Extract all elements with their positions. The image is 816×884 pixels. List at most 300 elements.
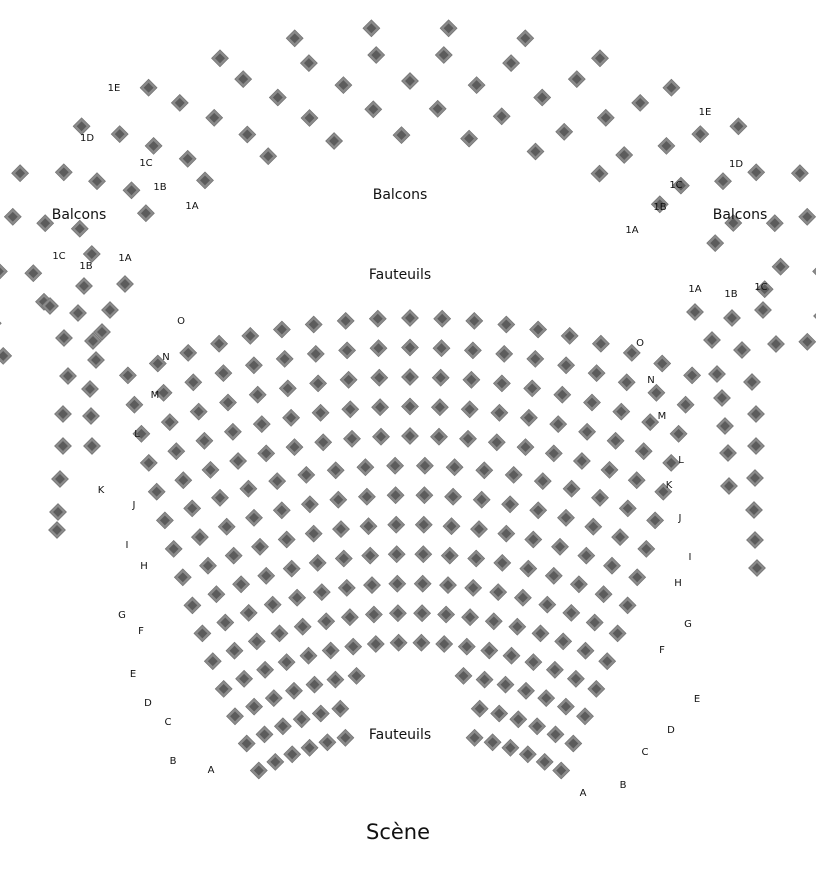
seat[interactable] — [333, 521, 350, 538]
seat[interactable] — [609, 625, 626, 642]
seat[interactable] — [145, 137, 162, 154]
seat[interactable] — [441, 547, 458, 564]
seat[interactable] — [529, 718, 546, 735]
seat[interactable] — [768, 336, 785, 353]
seat[interactable] — [362, 547, 379, 564]
seat[interactable] — [618, 374, 635, 391]
seat[interactable] — [747, 470, 764, 487]
seat[interactable] — [747, 532, 764, 549]
seat[interactable] — [276, 350, 293, 367]
seat[interactable] — [748, 164, 765, 181]
seat[interactable] — [670, 425, 687, 442]
seat[interactable] — [226, 642, 243, 659]
seat[interactable] — [305, 525, 322, 542]
seat[interactable] — [4, 208, 21, 225]
seat[interactable] — [490, 584, 507, 601]
seat[interactable] — [584, 394, 601, 411]
seat[interactable] — [434, 310, 451, 327]
seat[interactable] — [546, 661, 563, 678]
seat[interactable] — [326, 133, 343, 150]
seat[interactable] — [601, 461, 618, 478]
seat[interactable] — [402, 339, 419, 356]
seat[interactable] — [432, 369, 449, 386]
seat[interactable] — [55, 406, 72, 423]
seat[interactable] — [520, 409, 537, 426]
seat[interactable] — [461, 130, 478, 147]
seat[interactable] — [498, 316, 515, 333]
seat[interactable] — [458, 638, 475, 655]
seat[interactable] — [312, 705, 329, 722]
seat[interactable] — [248, 633, 265, 650]
seat[interactable] — [49, 522, 66, 539]
seat[interactable] — [402, 398, 419, 415]
seat[interactable] — [510, 711, 527, 728]
seat[interactable] — [527, 350, 544, 367]
seat[interactable] — [568, 71, 585, 88]
seat[interactable] — [89, 173, 106, 190]
seat[interactable] — [338, 579, 355, 596]
seat[interactable] — [749, 560, 766, 577]
seat[interactable] — [220, 394, 237, 411]
seat[interactable] — [460, 430, 477, 447]
seat[interactable] — [414, 575, 431, 592]
seat[interactable] — [744, 374, 761, 391]
seat[interactable] — [161, 414, 178, 431]
seat[interactable] — [190, 403, 207, 420]
seat[interactable] — [524, 380, 541, 397]
seat[interactable] — [301, 496, 318, 513]
seat[interactable] — [577, 708, 594, 725]
seat[interactable] — [714, 390, 731, 407]
seat[interactable] — [498, 525, 515, 542]
seat[interactable] — [278, 654, 295, 671]
seat[interactable] — [200, 557, 217, 574]
seat[interactable] — [813, 263, 816, 280]
seat[interactable] — [445, 488, 462, 505]
seat[interactable] — [293, 711, 310, 728]
seat[interactable] — [319, 734, 336, 751]
seat[interactable] — [599, 653, 616, 670]
seat[interactable] — [360, 518, 377, 535]
seat[interactable] — [586, 614, 603, 631]
seat[interactable] — [471, 521, 488, 538]
seat[interactable] — [0, 315, 1, 332]
seat[interactable] — [82, 381, 99, 398]
seat[interactable] — [301, 110, 318, 127]
seat[interactable] — [619, 597, 636, 614]
seat[interactable] — [466, 312, 483, 329]
seat[interactable] — [431, 399, 448, 416]
seat[interactable] — [545, 567, 562, 584]
seat[interactable] — [461, 401, 478, 418]
seat[interactable] — [240, 480, 257, 497]
seat[interactable] — [570, 576, 587, 593]
seat[interactable] — [687, 304, 704, 321]
seat[interactable] — [126, 396, 143, 413]
seat[interactable] — [12, 165, 29, 182]
seat[interactable] — [476, 462, 493, 479]
seat[interactable] — [273, 502, 290, 519]
seat[interactable] — [286, 439, 303, 456]
seat[interactable] — [438, 606, 455, 623]
seat[interactable] — [301, 739, 318, 756]
seat[interactable] — [327, 671, 344, 688]
seat[interactable] — [648, 384, 665, 401]
seat[interactable] — [766, 215, 783, 232]
seat[interactable] — [256, 726, 273, 743]
seat[interactable] — [402, 428, 419, 445]
seat[interactable] — [604, 557, 621, 574]
seat[interactable] — [619, 500, 636, 517]
seat[interactable] — [554, 386, 571, 403]
seat[interactable] — [197, 172, 214, 189]
seat[interactable] — [179, 150, 196, 167]
seat[interactable] — [509, 618, 526, 635]
seat[interactable] — [257, 661, 274, 678]
seat[interactable] — [585, 518, 602, 535]
seat[interactable] — [724, 310, 741, 327]
seat[interactable] — [345, 638, 362, 655]
seat[interactable] — [284, 746, 301, 763]
seat[interactable] — [746, 502, 763, 519]
seat[interactable] — [496, 345, 513, 362]
seat[interactable] — [488, 434, 505, 451]
seat[interactable] — [552, 538, 569, 555]
seat[interactable] — [468, 550, 485, 567]
seat[interactable] — [440, 20, 457, 37]
seat[interactable] — [468, 77, 485, 94]
seat[interactable] — [372, 399, 389, 416]
seat[interactable] — [707, 235, 724, 252]
seat[interactable] — [286, 30, 303, 47]
seat[interactable] — [76, 278, 93, 295]
seat[interactable] — [306, 676, 323, 693]
seat[interactable] — [191, 529, 208, 546]
seat[interactable] — [238, 735, 255, 752]
seat[interactable] — [494, 554, 511, 571]
seat[interactable] — [514, 589, 531, 606]
seat[interactable] — [230, 453, 247, 470]
seat[interactable] — [111, 126, 128, 143]
seat[interactable] — [208, 586, 225, 603]
seat[interactable] — [481, 642, 498, 659]
seat[interactable] — [370, 340, 387, 357]
seat[interactable] — [300, 647, 317, 664]
seat[interactable] — [289, 589, 306, 606]
seat[interactable] — [632, 94, 649, 111]
seat[interactable] — [312, 404, 329, 421]
seat[interactable] — [591, 165, 608, 182]
seat[interactable] — [748, 438, 765, 455]
seat[interactable] — [607, 432, 624, 449]
seat[interactable] — [557, 698, 574, 715]
seat[interactable] — [555, 633, 572, 650]
seat[interactable] — [497, 676, 514, 693]
seat[interactable] — [772, 258, 789, 275]
seat[interactable] — [269, 89, 286, 106]
seat[interactable] — [363, 20, 380, 37]
seat[interactable] — [642, 414, 659, 431]
seat[interactable] — [309, 554, 326, 571]
seat[interactable] — [365, 606, 382, 623]
seat[interactable] — [525, 531, 542, 548]
seat[interactable] — [635, 443, 652, 460]
seat[interactable] — [592, 50, 609, 67]
seat[interactable] — [579, 423, 596, 440]
seat[interactable] — [156, 512, 173, 529]
seat[interactable] — [476, 671, 493, 688]
seat[interactable] — [269, 473, 286, 490]
seat[interactable] — [565, 735, 582, 752]
seat[interactable] — [547, 726, 564, 743]
seat[interactable] — [265, 690, 282, 707]
seat[interactable] — [654, 355, 671, 372]
seat[interactable] — [588, 365, 605, 382]
seat[interactable] — [273, 321, 290, 338]
seat[interactable] — [60, 368, 77, 385]
seat[interactable] — [387, 457, 404, 474]
seat[interactable] — [613, 403, 630, 420]
seat[interactable] — [253, 416, 270, 433]
seat[interactable] — [335, 77, 352, 94]
seat[interactable] — [563, 604, 580, 621]
seat[interactable] — [684, 367, 701, 384]
seat[interactable] — [556, 123, 573, 140]
seat[interactable] — [137, 205, 154, 222]
seat[interactable] — [462, 609, 479, 626]
seat[interactable] — [538, 690, 555, 707]
seat[interactable] — [491, 404, 508, 421]
seat[interactable] — [413, 634, 430, 651]
seat[interactable] — [503, 55, 520, 72]
seat[interactable] — [393, 127, 410, 144]
seat[interactable] — [102, 302, 119, 319]
seat[interactable] — [271, 625, 288, 642]
seat[interactable] — [227, 708, 244, 725]
seat[interactable] — [563, 480, 580, 497]
seat[interactable] — [519, 746, 536, 763]
seat[interactable] — [335, 550, 352, 567]
seat[interactable] — [224, 423, 241, 440]
seat[interactable] — [250, 762, 267, 779]
seat[interactable] — [278, 531, 295, 548]
seat[interactable] — [435, 47, 452, 64]
seat[interactable] — [709, 366, 726, 383]
seat[interactable] — [446, 459, 463, 476]
seat[interactable] — [577, 642, 594, 659]
seat[interactable] — [165, 540, 182, 557]
seat[interactable] — [337, 312, 354, 329]
seat[interactable] — [578, 547, 595, 564]
seat[interactable] — [239, 126, 256, 143]
seat[interactable] — [638, 540, 655, 557]
seat[interactable] — [388, 546, 405, 563]
seat[interactable] — [573, 453, 590, 470]
seat[interactable] — [55, 438, 72, 455]
seat[interactable] — [242, 327, 259, 344]
seat[interactable] — [0, 347, 12, 364]
seat[interactable] — [368, 47, 385, 64]
seat[interactable] — [88, 352, 105, 369]
seat[interactable] — [249, 386, 266, 403]
seat[interactable] — [339, 342, 356, 359]
seat[interactable] — [597, 109, 614, 126]
seat[interactable] — [294, 618, 311, 635]
seat[interactable] — [286, 682, 303, 699]
seat[interactable] — [534, 473, 551, 490]
seat[interactable] — [734, 342, 751, 359]
seat[interactable] — [70, 305, 87, 322]
seat[interactable] — [318, 613, 335, 630]
seat[interactable] — [233, 576, 250, 593]
seat[interactable] — [616, 147, 633, 164]
seat[interactable] — [56, 330, 73, 347]
seat[interactable] — [402, 73, 419, 90]
seat[interactable] — [140, 454, 157, 471]
seat[interactable] — [567, 670, 584, 687]
seat[interactable] — [240, 604, 257, 621]
seat[interactable] — [415, 516, 432, 533]
seat[interactable] — [720, 445, 737, 462]
seat[interactable] — [390, 634, 407, 651]
seat[interactable] — [721, 478, 738, 495]
seat[interactable] — [502, 739, 519, 756]
seat[interactable] — [558, 357, 575, 374]
seat[interactable] — [267, 753, 284, 770]
seat[interactable] — [252, 538, 269, 555]
seat[interactable] — [211, 335, 228, 352]
seat[interactable] — [148, 483, 165, 500]
seat[interactable] — [799, 208, 816, 225]
seat[interactable] — [629, 569, 646, 586]
seat[interactable] — [52, 471, 69, 488]
seat[interactable] — [274, 718, 291, 735]
seat[interactable] — [358, 488, 375, 505]
seat[interactable] — [628, 472, 645, 489]
seat[interactable] — [416, 487, 433, 504]
seat[interactable] — [327, 462, 344, 479]
seat[interactable] — [202, 461, 219, 478]
seat[interactable] — [330, 491, 347, 508]
seat[interactable] — [527, 143, 544, 160]
seat[interactable] — [663, 454, 680, 471]
seat[interactable] — [371, 369, 388, 386]
seat[interactable] — [369, 310, 386, 327]
seat[interactable] — [332, 700, 349, 717]
seat[interactable] — [55, 164, 72, 181]
seat[interactable] — [246, 509, 263, 526]
seat[interactable] — [258, 567, 275, 584]
seat[interactable] — [236, 670, 253, 687]
seat[interactable] — [402, 310, 419, 327]
seat[interactable] — [258, 445, 275, 462]
seat[interactable] — [692, 126, 709, 143]
seat[interactable] — [279, 380, 296, 397]
seat[interactable] — [367, 636, 384, 653]
seat[interactable] — [215, 680, 232, 697]
seat[interactable] — [536, 753, 553, 770]
seat[interactable] — [298, 466, 315, 483]
seat[interactable] — [344, 430, 361, 447]
seat[interactable] — [25, 265, 42, 282]
seat[interactable] — [196, 432, 213, 449]
seat[interactable] — [612, 529, 629, 546]
seat[interactable] — [465, 579, 482, 596]
seat[interactable] — [505, 466, 522, 483]
seat[interactable] — [194, 625, 211, 642]
seat[interactable] — [264, 596, 281, 613]
seat[interactable] — [310, 375, 327, 392]
seat[interactable] — [373, 428, 390, 445]
seat[interactable] — [50, 504, 67, 521]
seat[interactable] — [300, 55, 317, 72]
seat[interactable] — [117, 276, 134, 293]
seat[interactable] — [245, 357, 262, 374]
seat[interactable] — [83, 408, 100, 425]
seat[interactable] — [553, 762, 570, 779]
seat[interactable] — [357, 459, 374, 476]
seat[interactable] — [715, 173, 732, 190]
seat[interactable] — [180, 344, 197, 361]
seat[interactable] — [215, 365, 232, 382]
seat[interactable] — [595, 586, 612, 603]
seat[interactable] — [443, 518, 460, 535]
seat[interactable] — [119, 367, 136, 384]
seat[interactable] — [463, 371, 480, 388]
seat[interactable] — [658, 137, 675, 154]
seat[interactable] — [534, 89, 551, 106]
seat[interactable] — [206, 109, 223, 126]
seat[interactable] — [518, 682, 535, 699]
seat[interactable] — [246, 698, 263, 715]
seat[interactable] — [260, 148, 277, 165]
seat[interactable] — [558, 509, 575, 526]
seat[interactable] — [365, 101, 382, 118]
seat[interactable] — [174, 569, 191, 586]
seat[interactable] — [561, 327, 578, 344]
seat[interactable] — [493, 375, 510, 392]
seat[interactable] — [212, 50, 229, 67]
seat[interactable] — [307, 345, 324, 362]
seat[interactable] — [0, 263, 7, 280]
seat[interactable] — [755, 302, 772, 319]
seat[interactable] — [791, 165, 808, 182]
seat[interactable] — [592, 335, 609, 352]
seat[interactable] — [123, 182, 140, 199]
seat[interactable] — [677, 396, 694, 413]
seat[interactable] — [218, 518, 235, 535]
seat[interactable] — [389, 605, 406, 622]
seat[interactable] — [748, 406, 765, 423]
seat[interactable] — [592, 489, 609, 506]
seat[interactable] — [322, 642, 339, 659]
seat[interactable] — [337, 729, 354, 746]
seat[interactable] — [517, 30, 534, 47]
seat[interactable] — [647, 512, 664, 529]
seat[interactable] — [235, 71, 252, 88]
seat[interactable] — [283, 409, 300, 426]
seat[interactable] — [525, 654, 542, 671]
seat[interactable] — [503, 647, 520, 664]
seat[interactable] — [313, 584, 330, 601]
seat[interactable] — [532, 625, 549, 642]
seat[interactable] — [416, 457, 433, 474]
seat[interactable] — [212, 489, 229, 506]
seat[interactable] — [168, 443, 185, 460]
seat[interactable] — [364, 577, 381, 594]
seat[interactable] — [799, 333, 816, 350]
seat[interactable] — [545, 445, 562, 462]
